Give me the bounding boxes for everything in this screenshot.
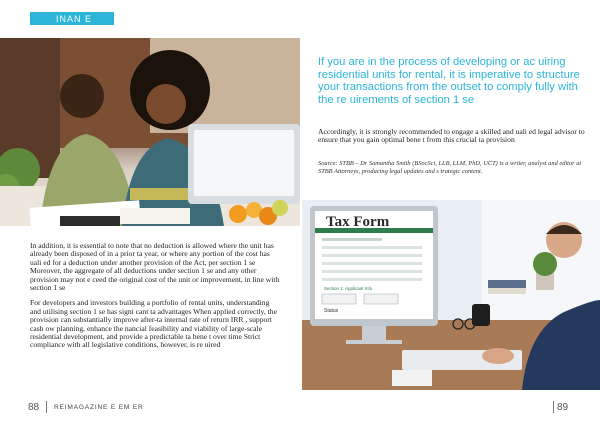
page-number-right: 89 <box>557 402 569 413</box>
monitor-section-label: Section 1: Applicant Info <box>324 286 373 291</box>
section-tag <box>30 12 114 25</box>
couple-illustration <box>0 38 300 226</box>
footer-divider <box>46 401 47 413</box>
pull-headline: If you are in the process of developing or ac uiring residential units for rental, it is imperative to structure your transactions from the outset to comply fully with the re uirements of section 1 se <box>318 56 580 106</box>
monitor-status-label: Status <box>324 308 339 314</box>
magazine-name: REIMAGAZINE E EM ER <box>54 404 144 411</box>
page-number-left: 88 <box>28 402 40 413</box>
left-paragraph: In addition, it is essential to note that no deduction is allowed where the unit has already been disposed of in a prior ta year, or where any portion of the cost has uali ed for a deduction under another provision of the Act, per section 1 se Moreover, the aggregate of all deductions under section 1 se and any other provision may not e ceed the original cost of the unit or improvement, in line with section 1 se <box>30 241 280 293</box>
couple-photo <box>0 38 300 226</box>
monitor-title: Tax Form <box>326 214 390 230</box>
section-tag-label: INAN E <box>56 13 93 24</box>
right-article-text: Accordingly, it is strongly recommended to engage a skilled and uali ed legal advisor to ensure that you gain optimal bene t from this crucial ta provision <box>318 127 585 145</box>
source-credit: Source: STBB – Dr Samantha Smith (BSocSci, LLB, LLM, PhD, UCT) is a writer, analyst and editor at STBB Attorneys, producing legal updates and s trategic content. <box>318 160 582 175</box>
left-article-text <box>30 242 280 357</box>
tax-form-illustration <box>302 200 600 390</box>
left-paragraph: For developers and investors building a portfolio of rental units, understanding and utilising section 1 se has signi cant ta advantages When applied correctly, the provision can substantially improve after-ta internal rate of return IRR , support cash ow planning, enhance the nancial feasibility and viability of large-scale residential development, and provide a predictable ta bene t over time Strict compliance with all legislative conditions, however, is re uired <box>30 298 277 350</box>
footer-divider <box>553 401 554 413</box>
tax-form-photo <box>302 200 600 390</box>
